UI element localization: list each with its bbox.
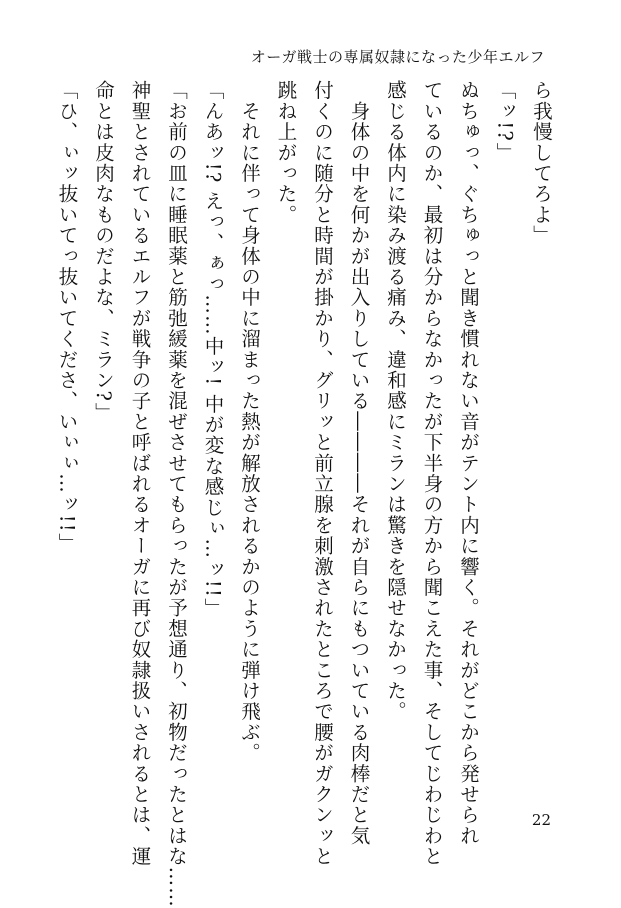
text-line: 「ッ!?」 — [493, 80, 517, 163]
text-line: それに伴って身体の中に溜まった熱が解放されるかのように弾け飛ぶ。 — [238, 80, 261, 764]
text-line: 身体の中を何かが出入りしている――――それが自らにもついている肉棒だと気 — [347, 80, 371, 846]
text-line: 神聖とされているエルフが戦争の子と呼ばれるオーガに再び奴隷扱いされるとは、運 — [128, 80, 152, 867]
page-number: 22 — [531, 811, 551, 829]
text-line: 付くのに随分と時間が掛かり、グリッと前立腺を刺激されたところで腰がガクンッと — [311, 80, 334, 867]
running-header: オーガ戦士の専属奴隷になった少年エルフ — [250, 48, 545, 66]
text-line: ているのか、最初は分からなかったが下半身の方から聞こえた事、そしてじわじわと — [420, 80, 444, 867]
text-line: 感じる体内に染み渡る痛み、違和感にミランは驚きを隠せなかった。 — [384, 80, 407, 722]
text-line: ら我慢してろよ」 — [530, 80, 553, 246]
text-line: ぬちゅっ、ぐちゅっと聞き慣れない音がテント内に響く。それがどこから発せられ — [457, 80, 480, 846]
text-line: 命とは皮肉なものだよな、ミラン?」 — [92, 80, 115, 423]
text-line: 「お前の皿に睡眠薬と筋弛緩薬を混ぜさせてもらったが予想通り、初物だったとはな…… — [165, 80, 188, 908]
text-line: 「ひ、ぃッ抜いてっ抜いてくださ、いぃぃ…ッ!!」 — [55, 80, 79, 554]
text-line: 「んあッ!? えっ、ぁっ……中ッ! 中が変な感じぃ…ッ!!」 — [201, 80, 225, 619]
body-text — [55, 80, 559, 908]
text-line: 跳ね上がった。 — [274, 80, 298, 225]
